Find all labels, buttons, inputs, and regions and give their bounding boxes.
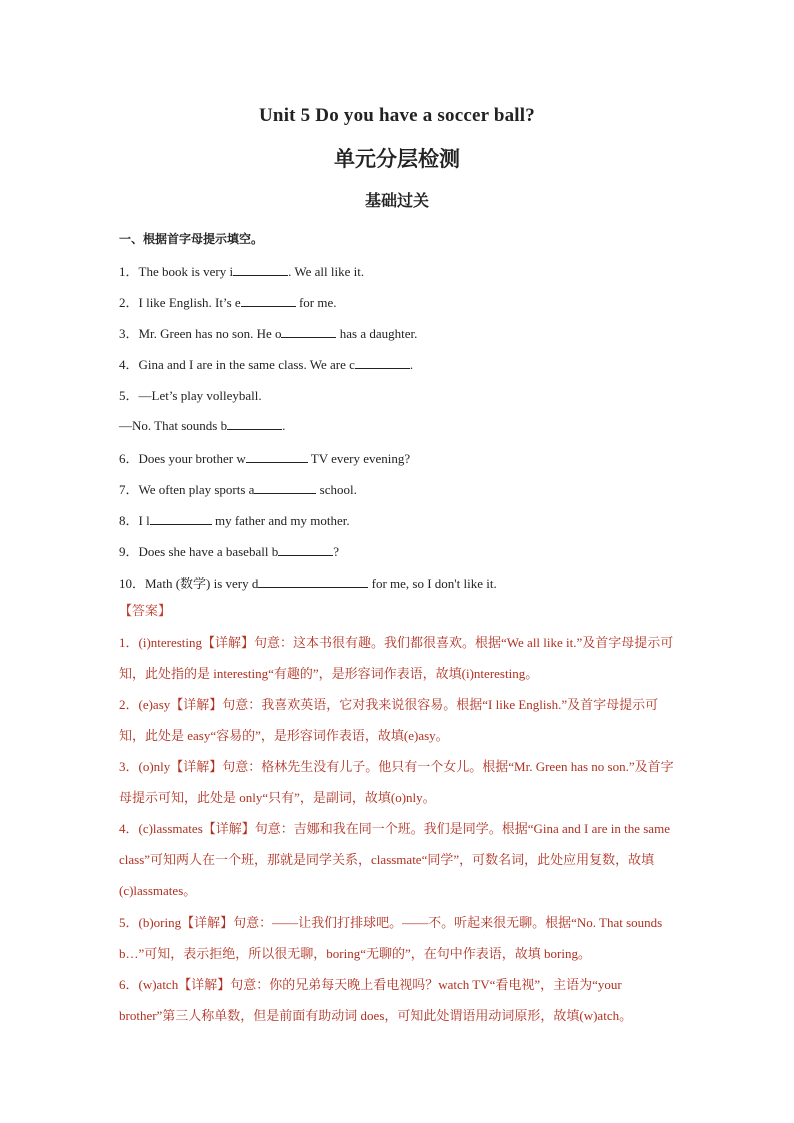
question-3: 3．Mr. Green has no son. He o has a daughter.	[119, 326, 418, 341]
question-5-line-1: 5．—Let’s play volleyball.	[119, 388, 262, 403]
answer-heading: 【答案】	[119, 604, 172, 619]
answer-blank[interactable]	[254, 481, 316, 494]
question-9: 9．Does she have a baseball b ?	[119, 544, 339, 559]
answer-6: 6．(w)atch【详解】句意：你的兄弟每天晚上看电视吗？watch TV“看电视”，主语为“your brother”第三人称单数，但是前面有助动词 does，可知此处谓语用动词原形，故填(w)atch。	[119, 977, 633, 1023]
question-4: 4．Gina and I are in the same class. We are c .	[119, 357, 414, 372]
answer-blank[interactable]	[258, 575, 368, 588]
answer-2: 2．(e)asy【详解】句意：我喜欢英语，它对我来说很容易。根据“I like English.”及首字母提示可知，此处是 easy“容易的”，是形容词作表语，故填(e)asy。	[119, 697, 659, 743]
question-5-line-2: —No. That sounds b .	[119, 418, 286, 433]
answer-blank[interactable]	[233, 263, 288, 276]
question-10: 10．Math (数学) is very d for me, so I don't like it.	[119, 576, 497, 591]
question-7: 7．We often play sports a school.	[119, 482, 357, 497]
question-1: 1．The book is very i . We all like it.	[119, 264, 365, 279]
answer-blank[interactable]	[227, 417, 282, 430]
answer-blank[interactable]	[355, 356, 410, 369]
answer-blank[interactable]	[281, 325, 336, 338]
question-2: 2．I like English. It’s e for me.	[119, 295, 337, 310]
level-subtitle: 基础过关	[364, 191, 429, 210]
answer-3: 3．(o)nly【详解】句意：格林先生没有儿子。他只有一个女儿。根据“Mr. Green has no son.”及首字母提示可知，此处是 only“只有”，是副词，故填(o)nly。	[119, 759, 674, 805]
answer-4: 4．(c)lassmates【详解】句意：吉娜和我在同一个班。我们是同学。根据“Gina and I are in the same class”可知两人在一个班，那就是同学关系，classmate“同学”，可数名词，此处应用复数，故填(c)lassmates。	[119, 821, 670, 898]
answer-blank[interactable]	[278, 543, 333, 556]
unit-title: Unit 5 Do you have a soccer ball?	[259, 105, 535, 126]
test-title: 单元分层检测	[334, 147, 460, 171]
answer-blank[interactable]	[246, 450, 308, 463]
answer-5: 5．(b)oring【详解】句意：——让我们打排球吧。——不。听起来很无聊。根据“No. That sounds b…”可知，表示拒绝，所以很无聊，boring“无聊的”，在句中作表语，故填 boring。	[119, 915, 663, 961]
answer-1: 1．(i)nteresting【详解】句意：这本书很有趣。我们都很喜欢。根据“We all like it.”及首字母提示可知，此处指的是 interesting“有趣的”，是形容词作表语，故填(i)nteresting。	[119, 635, 674, 681]
question-6: 6．Does your brother w TV every evening?	[119, 451, 411, 466]
answer-blank[interactable]	[150, 512, 212, 525]
question-8: 8．I l my father and my mother.	[119, 513, 350, 528]
answer-blank[interactable]	[241, 294, 296, 307]
section-heading: 一、根据首字母提示填空。	[119, 232, 264, 246]
